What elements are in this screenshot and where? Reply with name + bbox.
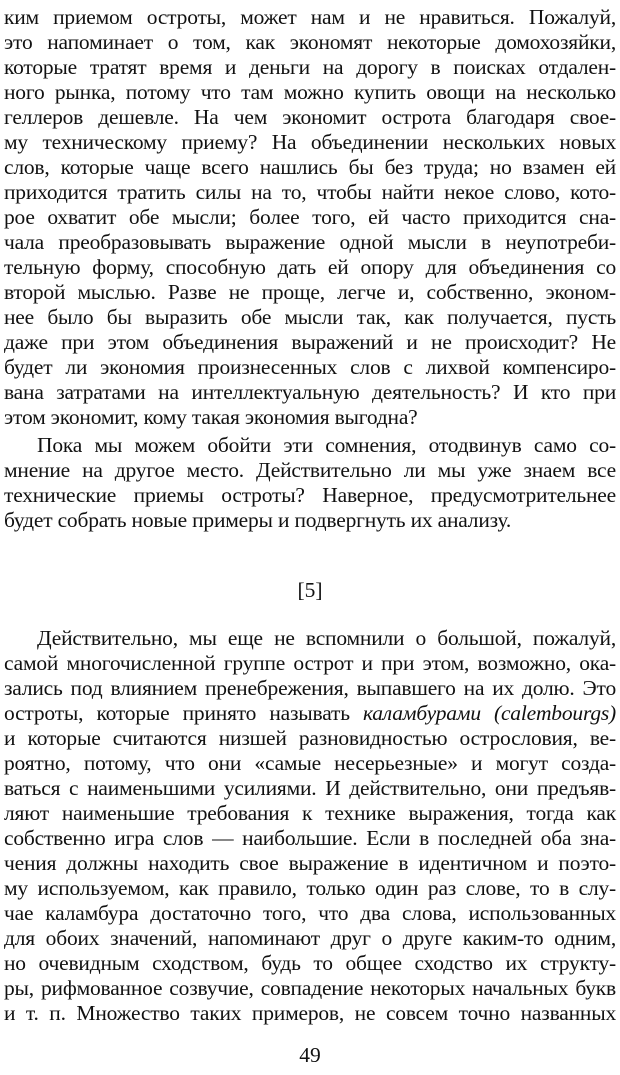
text-line: которые тратят время и деньги на дорогу в поисках отдален-: [4, 55, 616, 79]
text-line: Пока мы можем обойти эти сомнения, отодвинув само со-: [37, 433, 616, 457]
text-line: собственно игра слов — наибольшие. Если в последней оба зна-: [4, 826, 616, 850]
text-line: ного рынка, потому что там можно купить овощи на несколько: [4, 80, 616, 104]
text-line: даже при этом объединения выражений и не происходит? Не: [4, 330, 616, 354]
text-line: самой многочисленной группе острот и при этом, возможно, ока-: [4, 651, 616, 675]
text-line: нее было бы выразить обе мысли так, как получается, пусть: [4, 305, 616, 329]
text-line: Действительно, мы еще не вспомнили о большой, пожалуй,: [37, 626, 616, 650]
section-heading: [5]: [297, 578, 323, 602]
text-line: зались под влиянием пренебрежения, выпавшего на их долю. Это: [4, 676, 616, 700]
text-line: рое охватит обе мысли; более того, ей часто приходится сна-: [4, 205, 616, 229]
text-line: ваться с наименьшими усилиями. И действительно, они предъяв-: [4, 776, 616, 800]
italic-term: каламбурами (calembourgs): [362, 701, 616, 725]
text-line: слов, которые чаще всего нашлись бы без труда; но взамен ей: [4, 155, 616, 179]
text-line: технические приемы остроты? Наверное, предусмотрительнее: [4, 483, 616, 507]
text-line: геллеров дешевле. На чем экономит острота благодаря свое-: [4, 105, 616, 129]
text-line: роятно, потому, что они «самые несерьезные» и могут созда-: [4, 751, 616, 775]
text-line: тельную форму, способную дать ей опору для объединения со: [4, 255, 616, 279]
text-line: ры, рифмованное созвучие, совпадение некоторых начальных букв: [4, 976, 616, 1000]
text-line: ляют наименьшие требования к технике выражения, тогда как: [4, 801, 616, 825]
text-line: чения должны находить свое выражение в идентичном и поэто-: [4, 851, 616, 875]
text-line: вана затратами на интеллектуальную деятельность? И кто при: [4, 380, 616, 404]
text-line: чае каламбура достаточно того, что два слова, использованных: [4, 901, 616, 925]
page-number: 49: [299, 1043, 321, 1067]
text-line: будет собрать новые примеры и подвергнуть их анализу.: [4, 508, 512, 532]
text-line: чала преобразовывать выражение одной мысли в неупотреби-: [4, 230, 616, 254]
text-line: для обоих значений, напоминают друг о друге каким-то одним,: [4, 926, 616, 950]
text-line: и которые считаются низшей разновидностью острословия, ве-: [4, 726, 616, 750]
text-line: это напоминает о том, как экономят некоторые домохозяйки,: [4, 30, 616, 54]
text-line: и т. п. Множество таких примеров, не совсем точно названных: [4, 1001, 616, 1025]
text-line: мнение на другое место. Действительно ли мы уже знаем все: [4, 458, 616, 482]
text-line: [4, 701, 616, 726]
text-line: этом экономит, кому такая экономия выгодна?: [4, 405, 418, 429]
text-run: остроты, которые принято называть: [4, 701, 363, 725]
text-line: но очевидным сходством, будь то общее сходство их структу-: [4, 951, 616, 975]
text-line: му используемом, как правило, только один раз слове, то в слу-: [4, 876, 616, 900]
text-line: ким приемом остроты, может нам и не нравиться. Пожалуй,: [4, 5, 616, 29]
text-line: будет ли экономия произнесенных слов с лихвой компенсиро-: [4, 355, 616, 379]
text-line: приходится тратить силы на то, чтобы найти некое слово, кото-: [4, 180, 616, 204]
text-line: второй мыслью. Разве не проще, легче и, собственно, эконом-: [4, 280, 616, 304]
text-line: му техническому приему? На объединении нескольких новых: [4, 130, 616, 154]
